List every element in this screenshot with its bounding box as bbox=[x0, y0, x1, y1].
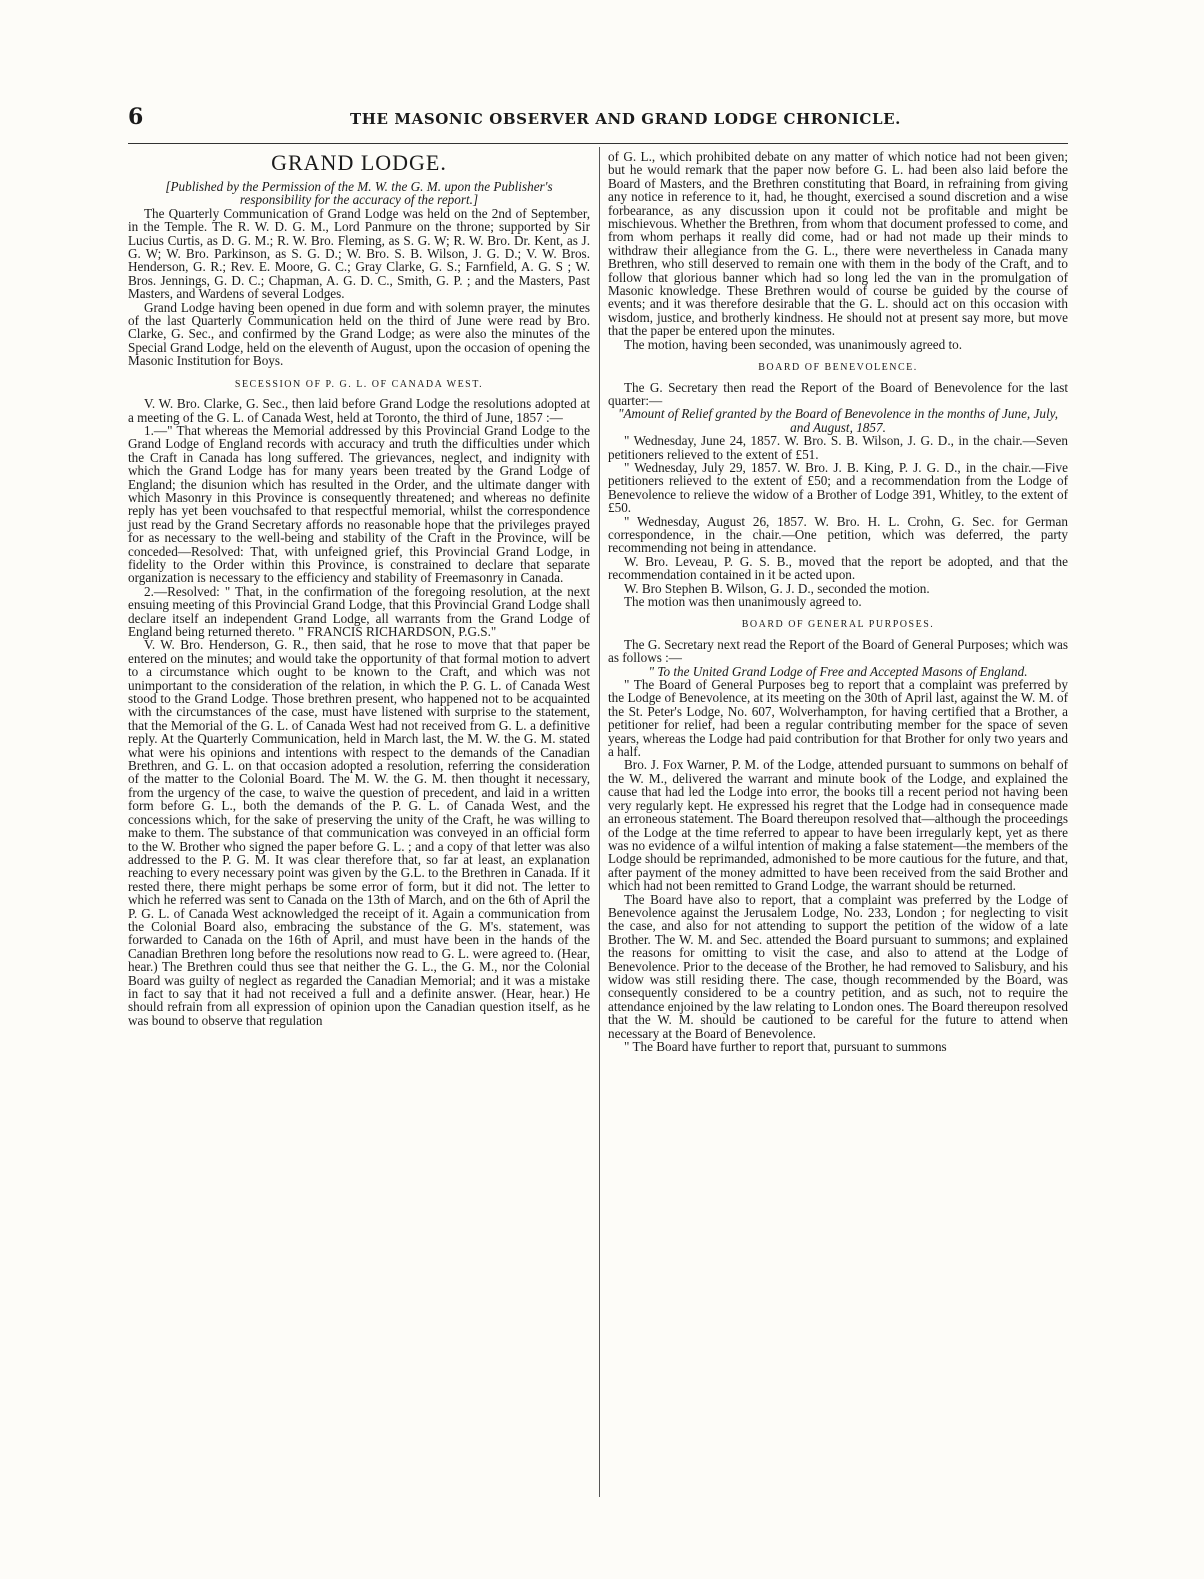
article-title: GRAND LODGE. bbox=[271, 150, 447, 175]
left-column bbox=[128, 150, 590, 1027]
paragraph: The motion was then unanimously agreed to. bbox=[624, 594, 862, 609]
column-divider bbox=[599, 147, 600, 1497]
paragraph: V. W. Bro. Clarke, G. Sec., then laid before Grand Lodge the resolutions adopted at a meeting of the G. L. of Canada West, held at Toronto, the third of June, 1857 :— bbox=[128, 396, 590, 425]
right-column bbox=[608, 150, 1068, 1053]
running-title: THE MASONIC OBSERVER AND GRAND LODGE CHRONICLE. bbox=[350, 110, 901, 128]
paragraph: The G. Secretary then read the Report of the Board of Benevolence for the last quarter:— bbox=[608, 379, 1068, 408]
paragraph: V. W. Bro. Henderson, G. R., then said, that he rose to move that that paper be entered on the minutes; and would take the opportunity of that formal motion to advert to a circumstance which ought to be known to the Craft, and which was not unimportant to the consideration of the relation, in which the P. G. L. of Canada West stood to the Grand Lodge. Those brethren present, who happened not to be acquainted with the circumstances of the case, must have listened with surprise to the statement, that the Memorial of the G. L. of Canada West had not received from G. L. a definitive reply. At the Quarterly Communication, held in March last, the M. W. the G. M. stated what were his opinions and intentions with respect to the demands of the Canadian Brethren, and G. L. on that occasion adopted a resolution, referring the consideration of the matter to the Colonial Board. The M. W. the G. M. then thought it necessary, from the urgency of the case, to waive the question of precedent, and laid in a written form before G. L., both the demands of the P. G. L. of Canada West, and the concessions which, for the sake of preserving the unity of the Craft, he was willing to make to them. The substance of that communication was conveyed in an official form to the W. Brother who signed the paper before G. L. ; and a copy of that letter was also addressed to the P. G. M. It was clear therefore that, so far at least, an explanation reaching to every necessary point was given by the G.L. to the Brethren in Canada. If it rested there, there might perhaps be some error of form, but it did not. The letter to which he referred was sent to Canada on the 13th of March, and on the 6th of April the P. G. L. of Canada West acknowledged the receipt of it. Again a communication from the Colonial Board also, embracing the substance of the G. M's. statement, was forwarded to Canada on the 16th of April, and must have been in the hands of the Canadian Brethren long before the resolutions now read to G. L. were agreed to. (Hear, hear.) The Brethren could thus see that neither the G. L., the G. M., nor the Colonial Board was guilty of neglect as regarded the Canadian Memorial; and it was a mistake in fact to say that it had not received a full and a definite answer. (Hear, hear.) He should refrain from all expression of opinion upon the Canadian question itself, as he was bound to observe that regulation bbox=[128, 637, 590, 1028]
section-heading-benevolence: BOARD OF BENEVOLENCE. bbox=[758, 362, 918, 374]
paragraph: W. Bro. Leveau, P. G. S. B., moved that the report be adopted, and that the recommendation contained in it be acted upon. bbox=[608, 553, 1068, 583]
paragraph: of G. L., which prohibited debate on any matter of which notice had not been given; but he would remark that the paper now before G. L. had been also laid before the Board of Masters, and the Brethren constituting that Board, in refraining from giving any notice in reference to it, had, he thought, exercised a sound discretion and a wise forbearance, as any discussion upon it could not be profitable and might be mischievous. Whether the Brethren, from whom that document professed to come, and from whom perhaps it really did come, had or had not made up their minds to withdraw their allegiance from the G. L., there were nevertheless in Canada many Brethren, who still deserved to remain one with them in the body of the Craft, and to follow that glorious banner which had so long led the van in the promulgation of Masonic knowledge. These Brethren would of course be guided by the course of events; and it was therefore desirable that the G. L. should act on this occasion with wisdom, justice, and brotherly kindness. He should not at present say more, but move that the paper be entered upon the minutes. bbox=[608, 149, 1068, 339]
paragraph: " Wednesday, June 24, 1857. W. Bro. S. B. Wilson, J. G. D., in the chair.—Seven petitioners relieved to the extent of £51. bbox=[608, 433, 1068, 462]
paragraph: 2.—Resolved: " That, in the confirmation of the foregoing resolution, at the next ensuing meeting of this Provincial Grand Lodge, that this Provincial Grand Lodge shall declare itself an independent Grand Lodge, all warrants from the Grand Lodge of England being returned thereto. " FRANCIS RICHARDSON, P.G.S." bbox=[128, 583, 590, 639]
paragraph: Bro. J. Fox Warner, P. M. of the Lodge, attended pursuant to summons on behalf of the W. M., delivered the warrant and minute book of the Lodge, and explained the cause that had led the Lodge into error, the books till a recent period not having been very regularly kept. He expressed his regret that the Lodge had in consequence made an erroneous statement. The Board thereupon resolved that—although the proceedings of the Lodge at the time referred to appear to have been irregularly kept, yet as there was no evidence of a wilful intention of making a false statement—the members of the Lodge should be reprimanded, admonished to be more cautious for the future, and that, after payment of the money admitted to have been received from the said Brother and which had not been remitted to Grand Lodge, the warrant should be returned. bbox=[608, 757, 1068, 894]
publication-note: [Published by the Permission of the M. W. the G. M. upon the Publisher's responsibility for the accuracy of the report.] bbox=[165, 179, 553, 208]
header-rule bbox=[128, 143, 1068, 144]
paragraph: 1.—" That whereas the Memorial addressed by this Provincial Grand Lodge to the Grand Lodge of England records with accuracy and truth the difficulties under which the Craft in Canada has long suffered. The grievances, neglect, and indignity with which the Grand Lodge has for many years been treated by the Grand Lodge of England; the disunion which has resulted in the Order, and the ultimate danger with which Masonry in this Province is consequently threatened; and whereas no definite reply has yet been vouchsafed to that respectful memorial, whilst the correspondence just read by the Grand Secretary affords no reasonable hope that the privileges prayed for as necessary to the well-being and stability of the Craft in the Province, will be conceded—Resolved: That, with unfeigned grief, this Provincial Grand Lodge, in fidelity to the Order within this Province, is constrained to declare that separate organization is necessary to the efficiency and stability of Freemasonry in Canada. bbox=[128, 422, 590, 586]
page-header bbox=[128, 104, 1068, 134]
section-heading-general-purposes: BOARD OF GENERAL PURPOSES. bbox=[741, 619, 935, 631]
paragraph: Grand Lodge having been opened in due form and with solemn prayer, the minutes of the last Quarterly Communication held on the third of June were read by Bro. Clarke, G. Sec., and confirmed by the Grand Lodge; as were also the minutes of the Special Grand Lodge, held on the eleventh of August, upon the occasion of opening the Masonic Institution for Boys. bbox=[128, 299, 590, 369]
paragraph: " The Board have further to report that, pursuant to summons bbox=[624, 1039, 947, 1054]
paragraph: The Board have also to report, that a complaint was preferred by the Lodge of Benevolence against the Jerusalem Lodge, No. 233, London ; for neglecting to visit the case, and also for not attending to support the petition of the widow of a late Brother. The W. M. and Sec. attended the Board pursuant to summons; and explained the reasons for omitting to visit the case, and also to attend at the Lodge of Benevolence. Prior to the decease of the Brother, he had removed to Salisbury, and his widow was still residing there. The case, though recommended by the Board, was consequently considered to be a country petition, and as such, not to require the attendance enjoined by the law relating to London ones. The Board thereupon resolved that the W. M. should be cautioned to be careful for the future to attend when necessary at the Board of Benevolence. bbox=[608, 891, 1068, 1041]
section-heading-secession: SECESSION OF P. G. L. OF CANADA WEST. bbox=[234, 378, 484, 390]
report-address-title: " To the United Grand Lodge of Free and Accepted Masons of England. bbox=[648, 663, 1028, 679]
page-number: 6 bbox=[128, 104, 144, 130]
paragraph: The Quarterly Communication of Grand Lodge was held on the 2nd of September, in the Temple. The R. W. D. G. M., Lord Panmure on the throne; supported by Sir Lucius Curtis, as D. G. M.; R. W. Bro. Fleming, as S. G. W; R. W. Bro. Dr. Kent, as J. G. W; W. Bro. Parkinson, as S. G. D.; W. Bro. S. B. Wilson, J. G. D.; V. W. Bros. Henderson, G. R.; Rev. E. Moore, G. C.; Gray Clarke, G. S.; Farnfield, A. G. S ; W. Bros. Jennings, G. D. C.; Chapman, A. G. D. C., Smith, G. P. ; and the Masters, Past Masters, and Wardens of several Lodges. bbox=[128, 205, 590, 302]
relief-title: "Amount of Relief granted by the Board of Benevolence in the months of June, July, and August, 1857. bbox=[617, 406, 1059, 435]
paragraph: The G. Secretary next read the Report of the Board of General Purposes; which was as follows :— bbox=[608, 636, 1068, 666]
paragraph: W. Bro Stephen B. Wilson, G. J. D., seconded the motion. bbox=[624, 580, 930, 596]
paragraph: " Wednesday, July 29, 1857. W. Bro. J. B. King, P. J. G. D., in the chair.—Five petitioners relieved to the extent of £50; and a recommendation from the Lodge of Benevolence to relieve the widow of a Brother of Lodge 391, Whitley, to the extent of £50. bbox=[608, 459, 1068, 516]
paragraph: " The Board of General Purposes beg to report that a complaint was preferred by the Lodge of Benevolence, at its meeting on the 30th of April last, against the W. M. of the St. Peter's Lodge, No. 607, Wolverhampton, for having certified that a Brother, a petitioner for relief, had been a regular contributing member for the space of seven years, whereas the Lodge had paid contribution for that Brother for only two years and a half. bbox=[608, 677, 1068, 760]
paragraph: The motion, having been seconded, was unanimously agreed to. bbox=[624, 336, 963, 352]
paragraph: " Wednesday, August 26, 1857. W. Bro. H. L. Crohn, G. Sec. for German correspondence, in the chair.—One petition, which was deferred, the party recommending not being in attendance. bbox=[608, 513, 1068, 556]
